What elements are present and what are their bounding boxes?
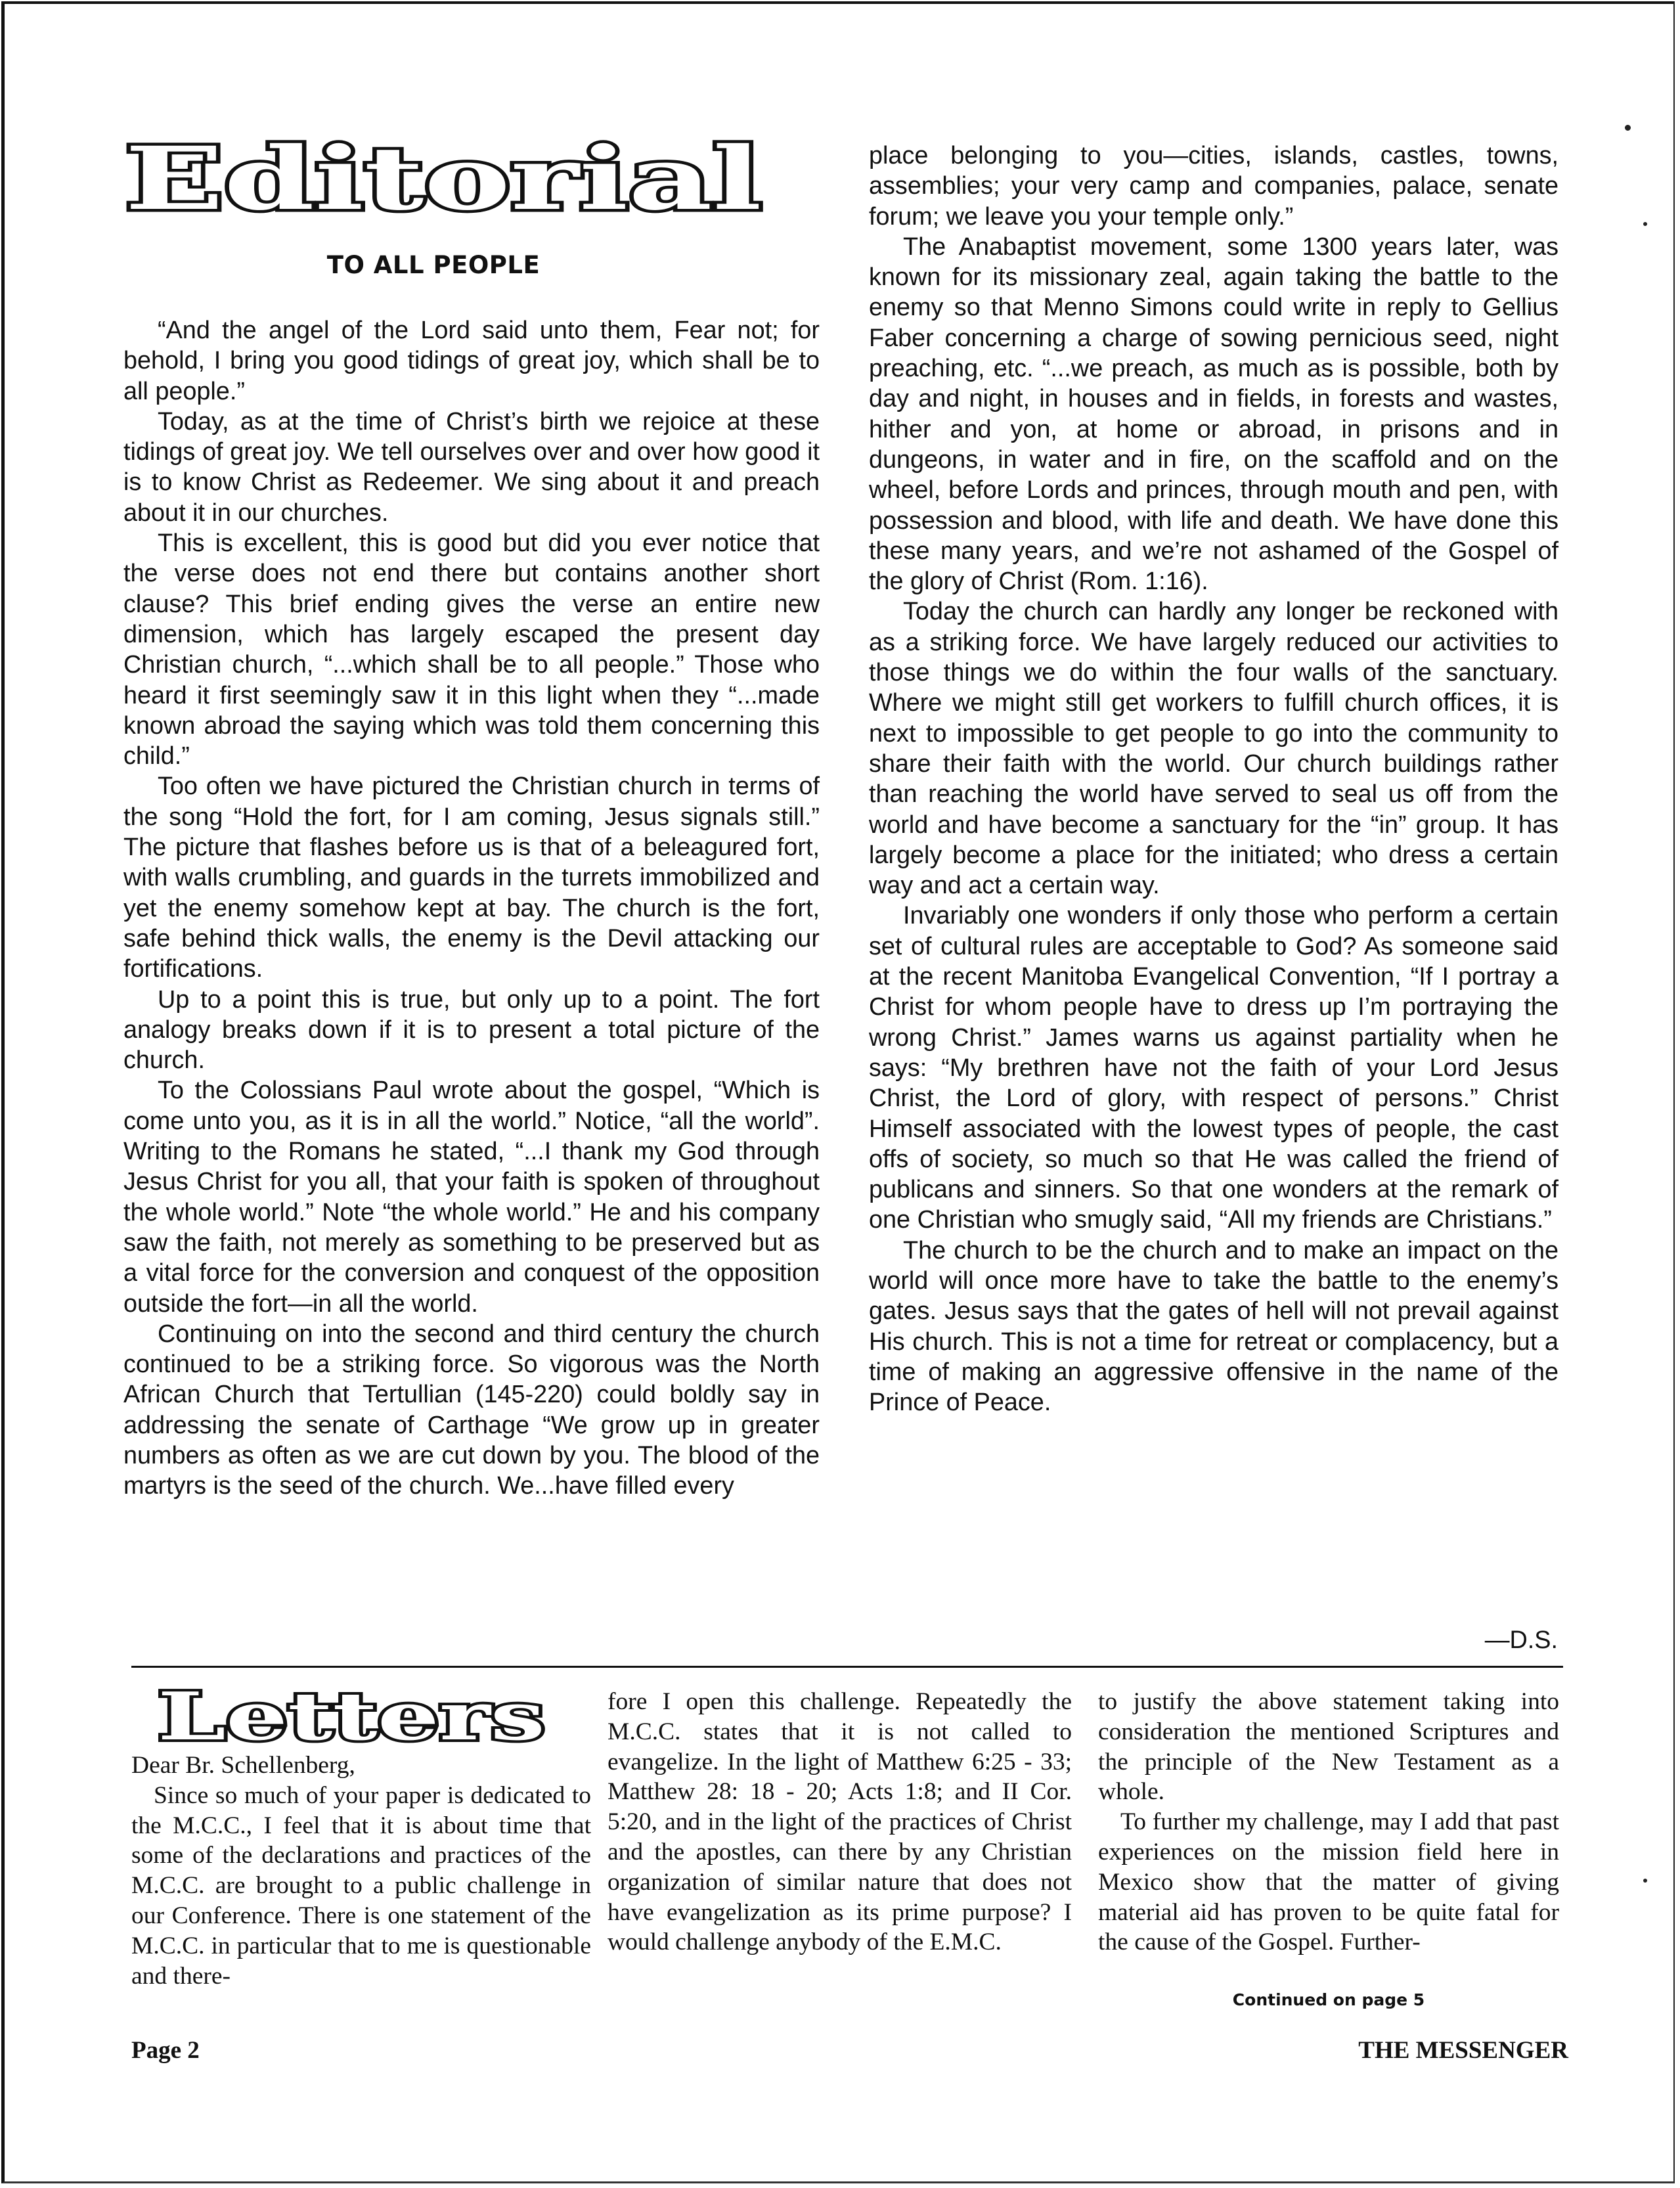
editorial-heading <box>123 131 767 230</box>
editorial-paragraph: Invariably one wonders if only those who perform a certain set of cultural rules are acceptable to God? As someone said at the recent Manitoba Evangelical Convention, “If I portray a Christ for whom people have to dress up I’m portraying the wrong Christ.” James warns us against partiality when he says: “My brethren have not the faith of your Lord Jesus Christ, the Lord of glory, with respect of persons.” Christ Himself associated with the lowest types of people, the cast offs of society, so much so that He was called the friend of publicans and sinners. So that one wonders at the remark of one Christian who smugly said, “All my friends are Christians.” <box>869 902 1558 1234</box>
editorial-paragraph: The Anabaptist movement, some 1300 years later, was known for its missionary zeal, again taking the battle to the enemy so that Menno Simons could write in reply to Gellius Faber concerning a charge of sowing pernicious seed, night preaching, etc. “...we preach, as much as is possible, both by day and night, in houses and in fields, in forests and wastes, hither and yon, at home or abroad, in prisons and in dungeons, in water and in fire, on the scaffold and on the wheel, before Lords and princes, through mouth and pen, with possession and blood, with life and death. We have done this these many years, and we’re not ashamed of the Gospel of the glory of Christ (Rom. 1:16). <box>869 233 1558 596</box>
section-divider <box>131 1666 1563 1668</box>
continued-note: Continued on page 5 <box>1232 1990 1425 2009</box>
scan-speck <box>1643 222 1647 226</box>
letters-column-1 <box>131 1751 591 1991</box>
editorial-paragraph: Up to a point this is true, but only up to a point. The fort analogy breaks down if it is to present a total picture of the church. <box>123 985 820 1075</box>
editorial-paragraph: Continuing on into the second and third century the church continued to be a striking force. So vigorous was the North African Church that Tertullian (145-220) could boldly say in addressing the senate of Carthage “We grow up in greater numbers as often as we are cut down by you. The blood of the martyrs is the seed of the church. We...have filled every <box>123 1320 820 1500</box>
editorial-signature: —D.S. <box>1484 1626 1558 1654</box>
letter-salutation: Dear Br. Schellenberg, <box>131 1752 355 1779</box>
editorial-paragraph: Today, as at the time of Christ’s birth we rejoice at these tidings of great joy. We tell ourselves over and over how good it is to know Christ as Redeemer. We sing about it and preach about it in our churches. <box>123 407 820 527</box>
letter-paragraph: fore I open this challenge. Repeatedly the M.C.C. states that it is not called to evangelize. In the light of Matthew 6:25 - 33; Matthew 28: 18 - 20; Acts 1:8; and II Cor. 5:20, and in the light of the practices of Christ and the apostles, can there by any Christian organization of similar nature that does not have evangelization as its prime purpose? I would challenge anybody of the E.M.C. <box>608 1688 1072 1956</box>
scan-speck <box>1643 1879 1647 1883</box>
editorial-paragraph: Today the church can hardly any longer be reckoned with as a striking force. We have largely reduced our activities to those things we do within the four walls of the sanctuary. Where we might still get workers to fulfill church offices, it is next to impossible to get people to go into the community to share their faith with the world. Our church buildings rather than reaching the world have served to seal us off from the world and have become a sanctuary for the “in” group. It has largely become a place for the initiated; who dress a certain way and act a certain way. <box>869 598 1558 900</box>
letters-heading <box>156 1680 550 1753</box>
editorial-paragraph: This is excellent, this is good but did you ever notice that the verse does not end there but contains another short clause? This brief ending gives the verse an entire new dimension, which has largely escaped the present day Christian church, “...which shall be to all people.” Those who heard it first seemingly saw it in this light when they “...made known abroad the saying which was told them concerning this child.” <box>123 529 820 770</box>
editorial-left-column <box>123 315 820 1502</box>
letter-paragraph: To further my challenge, may I add that past experiences on the mission field here in Mexico show that the matter of giving material aid has proven to be quite fatal for the cause of the Gospel. Further- <box>1098 1808 1559 1956</box>
editorial-subheading: TO ALL PEOPLE <box>326 251 541 279</box>
svg-text:Editorial: Editorial <box>125 131 762 230</box>
svg-text:Letters: Letters <box>158 1680 545 1753</box>
letter-paragraph: Since so much of your paper is dedicated to the M.C.C., I feel that it is about time that some of the declarations and practices of the M.C.C. are brought to a public challenge in our Conference. There is one statement of the M.C.C. in particular that to me is questionable and there- <box>131 1781 591 1990</box>
editorial-paragraph: “And the angel of the Lord said unto them, Fear not; for behold, I bring you good tidings of great joy, which shall be to all people.” <box>123 317 820 405</box>
editorial-paragraph: The church to be the church and to make an impact on the world will once more have to take the battle to the enemy’s gates. Jesus says that the gates of hell will not prevail against His church. This is not a time for retreat or complacency, but a time of making an aggressive offensive in the name of the Prince of Peace. <box>869 1236 1558 1417</box>
publication-name: THE MESSENGER <box>1358 2037 1568 2064</box>
editorial-right-column <box>869 141 1558 1418</box>
letters-column-2 <box>608 1687 1072 1957</box>
editorial-paragraph: place belonging to you—cities, islands, castles, towns, assemblies; your very camp and companies, palace, senate forum; we leave you your temple only.” <box>869 142 1558 231</box>
editorial-paragraph: To the Colossians Paul wrote about the gospel, “Which is come unto you, as it is in all the world.” Notice, “all the world”. Writing to the Romans he stated, “...I thank my God through Jesus Christ for you all, that your faith is spoken of throughout the whole world.” Note “the whole world.” He and his company saw the faith, not merely as something to be preserved but as a vital force for the conversion and conquest of the opposition outside the fort—in all the world. <box>123 1077 820 1318</box>
letter-paragraph: to justify the above statement taking into consideration the mentioned Scriptures and the principle of the New Testament as a whole. <box>1098 1688 1559 1806</box>
page-number: Page 2 <box>131 2037 200 2064</box>
letters-column-3 <box>1098 1687 1559 1957</box>
scan-speck <box>1625 125 1631 131</box>
editorial-paragraph: Too often we have pictured the Christian church in terms of the song “Hold the fort, for I am coming, Jesus signals still.” The picture that flashes before us is that of a beleagured fort, with walls crumbling, and guards in the turrets immobilized and yet the enemy somehow kept at bay. The church is the fort, safe behind thick walls, the enemy is the Devil attacking our fortifications. <box>123 772 820 983</box>
